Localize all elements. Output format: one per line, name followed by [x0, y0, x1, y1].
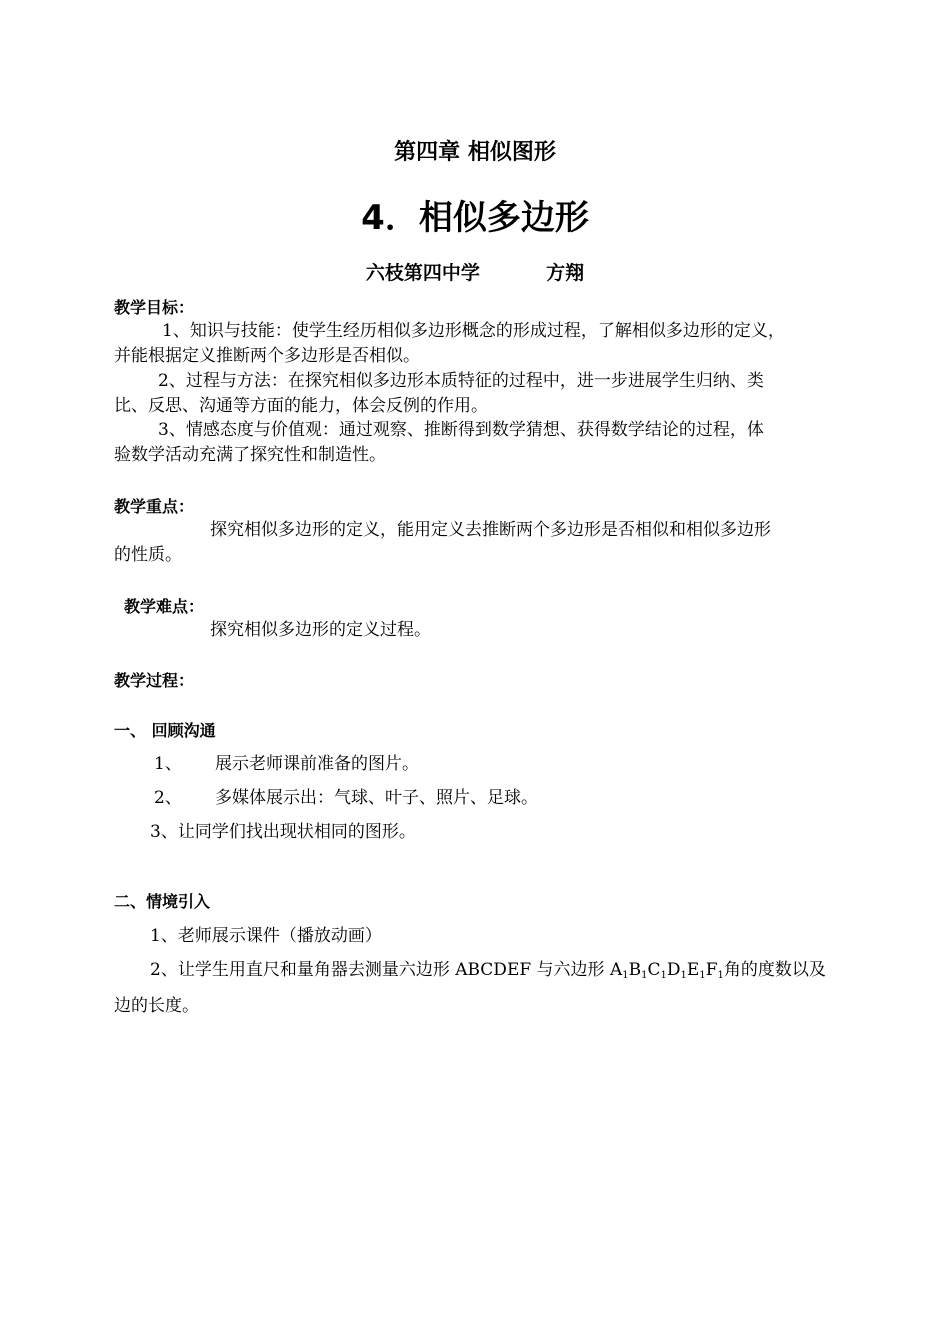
hex-subscript: 1: [699, 970, 706, 981]
hex-subscript: 1: [660, 970, 667, 981]
hex-subscript: 1: [717, 970, 724, 981]
hex-letter: A: [609, 960, 623, 980]
hex-letter: C: [647, 960, 661, 980]
section-2-item-2-line-2: 边的长度。: [114, 996, 199, 1016]
section-1-heading: 一、 回顾沟通: [114, 721, 216, 740]
section-1-item-1-number: 1、: [154, 754, 182, 774]
section-1-item-3: 3、让同学们找出现状相同的图形。: [150, 822, 416, 842]
objective-2-line-2: 比、反思、沟通等方面的能力，体会反例的作用。: [114, 396, 488, 416]
author-line: 六枝第四中学 方翔: [365, 262, 585, 284]
section-2-item-2-suffix: 角的度数以及: [723, 960, 826, 980]
section-1-item-2-number: 2、: [154, 788, 182, 808]
key-points-line-2: 的性质。: [114, 545, 182, 565]
difficult-points-heading: 教学难点：: [124, 597, 205, 616]
difficult-points-line-1: 探究相似多边形的定义过程。: [210, 620, 431, 640]
lesson-title: 4．相似多边形: [361, 198, 589, 238]
process-heading: 教学过程：: [114, 671, 195, 690]
section-2-item-2-line-1: [150, 958, 826, 985]
hex-letter: D: [666, 960, 681, 980]
hex-letter: F: [705, 960, 718, 980]
objective-1-line-2: 并能根据定义推断两个多边形是否相似。: [114, 346, 420, 366]
key-points-line-1: 探究相似多边形的定义，能用定义去推断两个多边形是否相似和相似多边形: [210, 520, 771, 540]
hex-subscript: 1: [622, 970, 629, 981]
objective-3-line-1: 3、情感态度与价值观：通过观察、推断得到数学猜想、获得数学结论的过程，体: [158, 420, 764, 440]
section-1-item-2-text: 多媒体展示出：气球、叶子、照片、足球。: [215, 788, 538, 808]
chapter-title: 第四章 相似图形: [394, 140, 556, 165]
objective-2-line-1: 2、过程与方法：在探究相似多边形本质特征的过程中，进一步进展学生归纳、类: [158, 371, 764, 391]
key-points-heading: 教学重点：: [114, 497, 195, 516]
section-2-heading: 二、情境引入: [114, 892, 211, 911]
objectives-heading: 教学目标：: [114, 298, 195, 317]
section-2-item-1: 1、老师展示课件（播放动画）: [150, 926, 382, 946]
objective-1-line-1: 1、知识与技能：使学生经历相似多边形概念的形成过程，了解相似多边形的定义，: [162, 321, 785, 341]
hex-letter: E: [686, 960, 700, 980]
hexagon-label: [610, 960, 724, 980]
section-1-item-1-text: 展示老师课前准备的图片。: [215, 754, 419, 774]
hex-subscript: 1: [680, 970, 687, 981]
section-2-item-2-prefix: 2、让学生用直尺和量角器去测量六边形 ABCDEF 与六边形: [150, 960, 610, 980]
objective-3-line-2: 验数学活动充满了探究性和制造性。: [114, 445, 386, 465]
hex-letter: B: [628, 960, 642, 980]
hex-subscript: 1: [641, 970, 648, 981]
